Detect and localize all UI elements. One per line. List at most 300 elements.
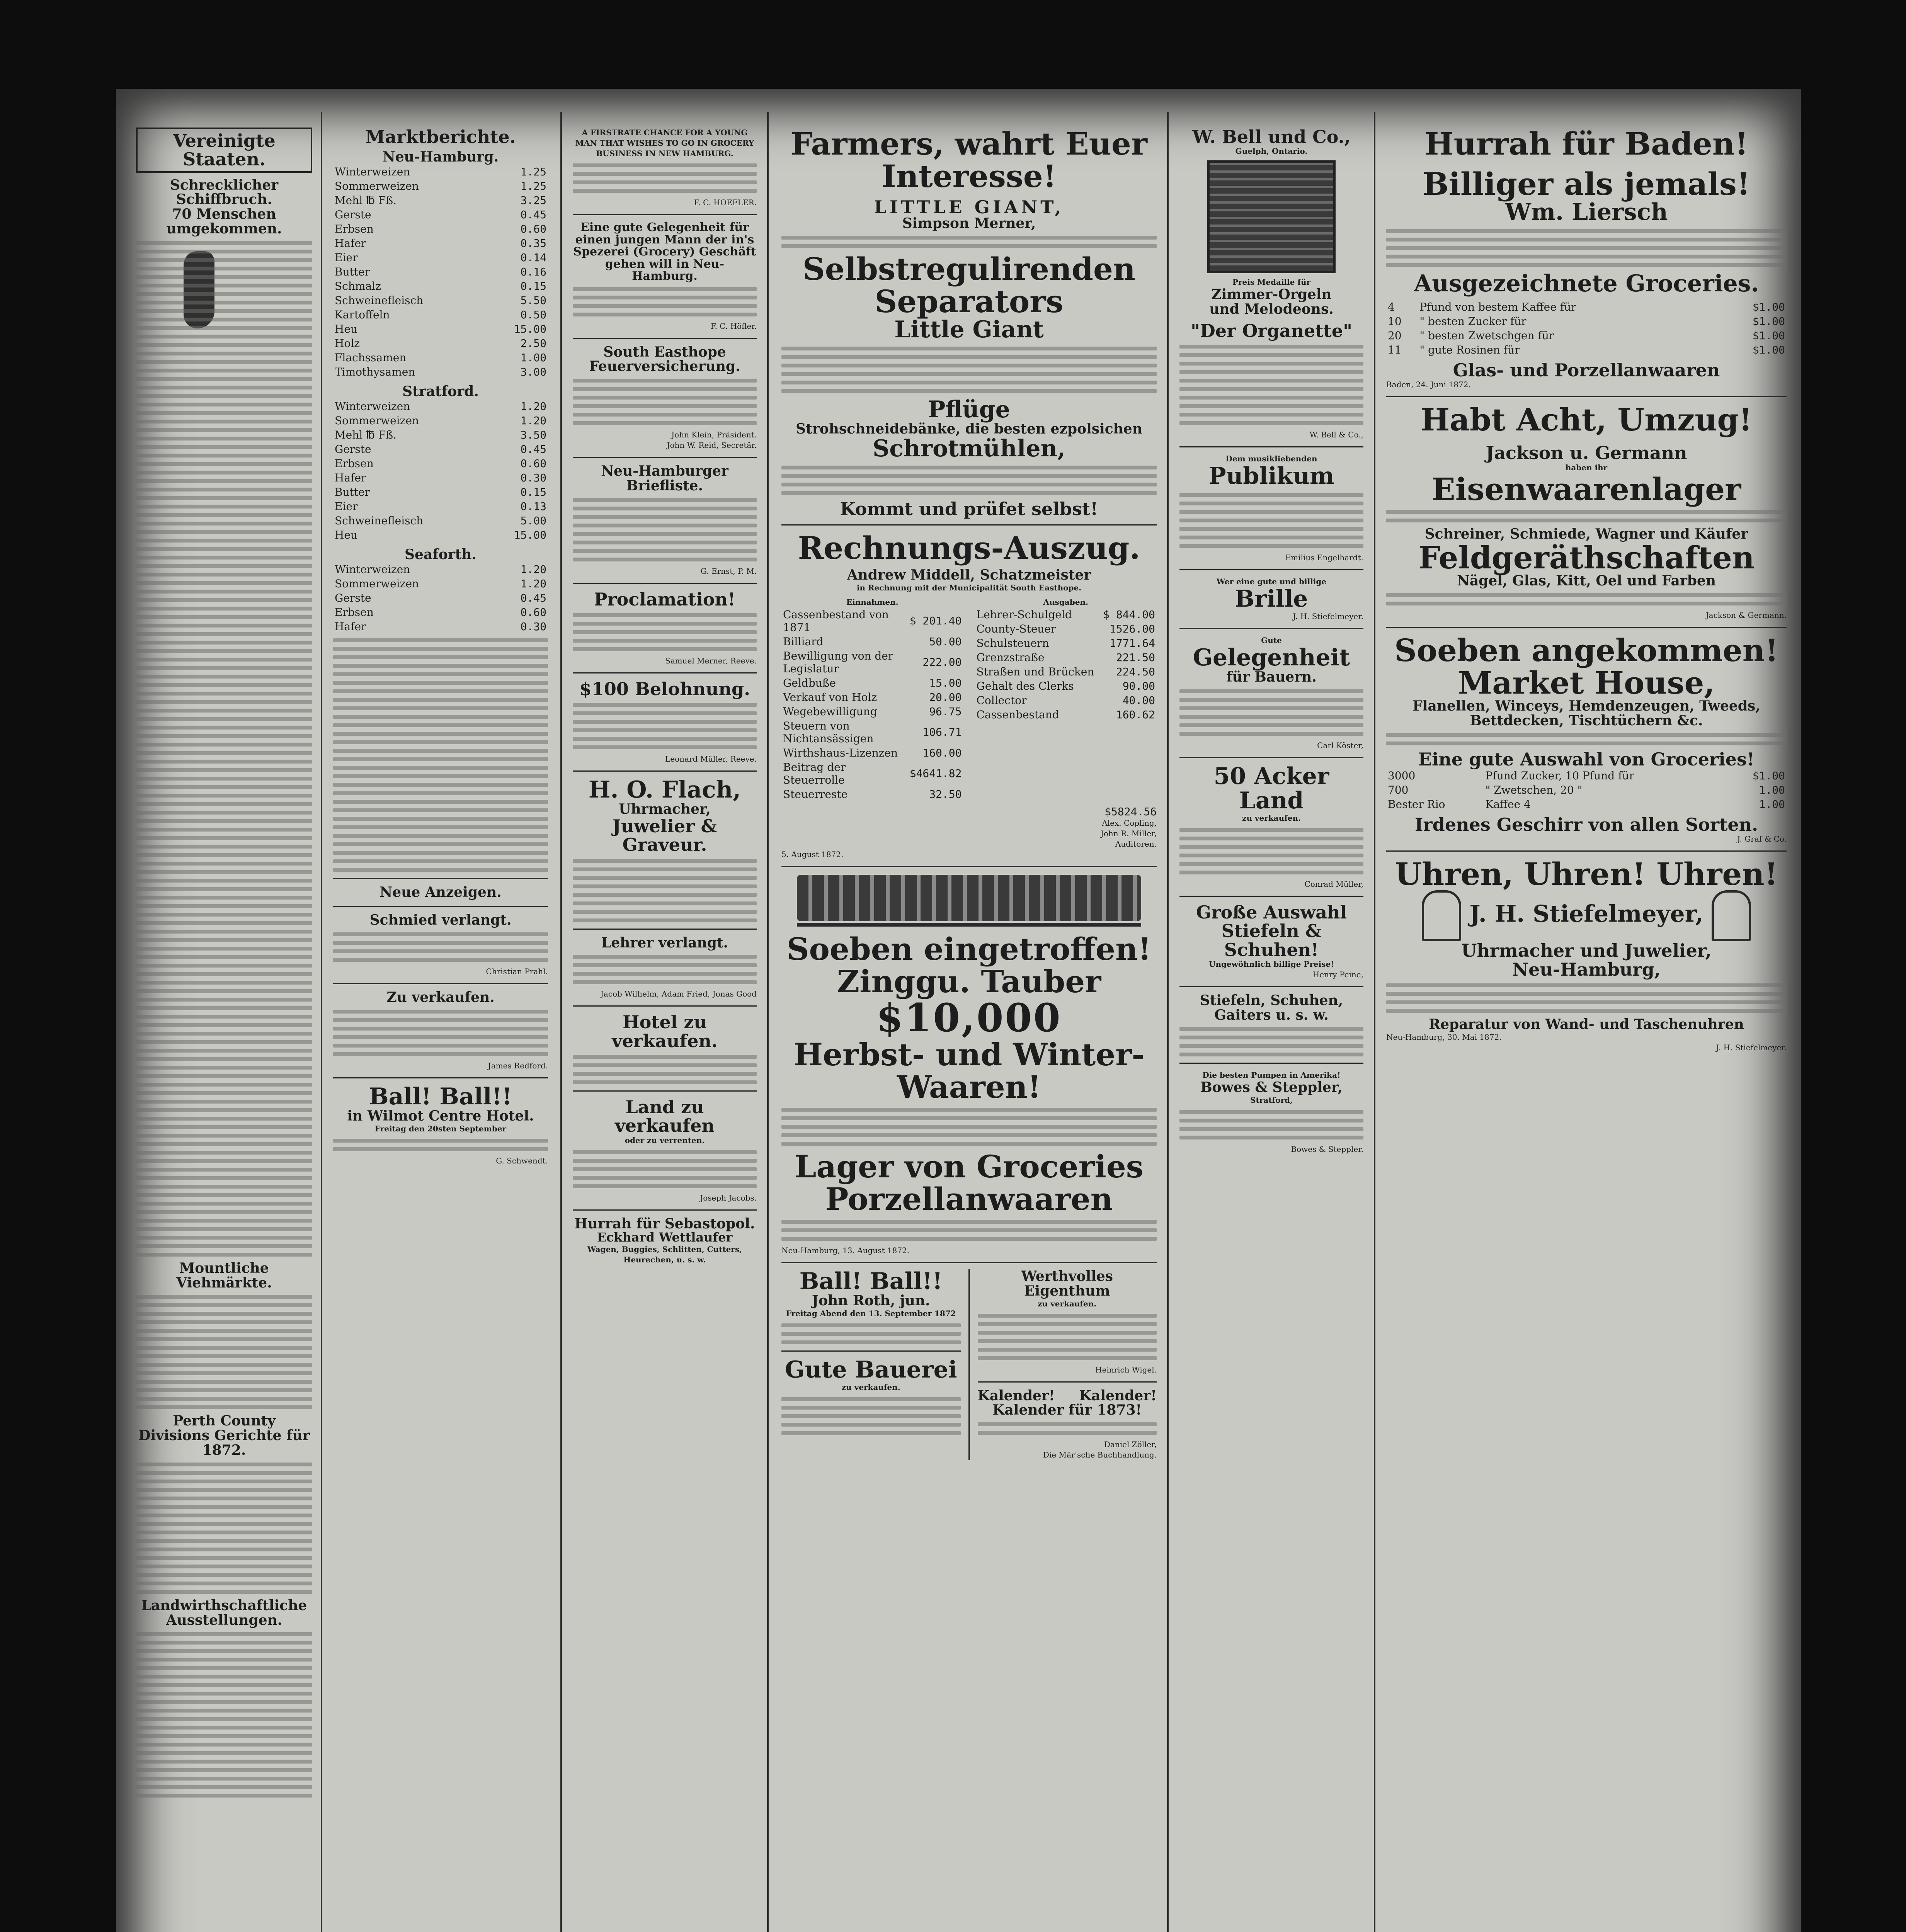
table-row [1386, 328, 1787, 343]
newspaper-page [116, 89, 1801, 1932]
table-row [333, 514, 548, 528]
ad-subtitle: Andrew Middell, Schatzmeister [847, 567, 1091, 583]
table-row [333, 591, 548, 605]
column-6 [1378, 120, 1795, 1932]
column-2 [325, 120, 556, 1932]
column-3 [564, 120, 765, 1932]
ad-subtitle: haben ihr [1565, 463, 1608, 472]
table-cell: 4 [1388, 301, 1395, 313]
ad-subtitle: Stratford, [1250, 1095, 1293, 1105]
table-cell: 40.00 [1122, 694, 1155, 707]
table-cell: Erbsen [335, 605, 374, 619]
table-cell: 0.14 [520, 251, 546, 264]
table-cell: 0.45 [520, 591, 546, 604]
table-cell: Lehrer-Schulgeld [976, 608, 1072, 621]
ad-subtitle: Eckhard Wettlaufer [597, 1230, 733, 1245]
table-cell: Sommerweizen [335, 577, 419, 590]
ad-signature: J. H. Stiefelmeyer. [1293, 612, 1363, 621]
table-cell: Hafer [335, 620, 366, 633]
table-cell: Pfund Zucker, 10 Pfund für [1485, 769, 1634, 782]
ad-date: Freitag den 20sten September [374, 1124, 507, 1133]
table-cell: " Zwetschen, 20 " [1485, 784, 1583, 797]
table-cell: Grenzstraße [976, 651, 1045, 664]
table-cell: 1.20 [520, 400, 546, 413]
ad-subtitle: Glas- und Porzellanwaaren [1453, 360, 1720, 381]
ad-title: Gute Bauerei [785, 1356, 957, 1383]
ad-subtitle: Uhrmacher und Juwelier, [1461, 940, 1712, 961]
table-row [333, 528, 548, 542]
table-cell: 20.00 [929, 690, 962, 704]
column-rule [1167, 112, 1169, 1932]
table-cell: Verkauf von Holz [783, 690, 877, 704]
table-row [781, 690, 963, 704]
ad-subtitle: J. H. Stiefelmeyer, [1469, 900, 1703, 928]
ad-subtitle: Zinggu. Tauber [837, 963, 1101, 1000]
ad-title: Ball! Ball!! [799, 1267, 943, 1295]
table-row [781, 607, 963, 634]
table-cell: Timothysamen [335, 366, 415, 379]
ad-title: Rechnungs-Auszug. [798, 530, 1140, 566]
table-cell: Erbsen [335, 223, 374, 236]
ad-title: Gute [1261, 636, 1282, 645]
ad-title: Werthvolles Eigenthum [1021, 1268, 1113, 1299]
ad-signature: John W. Reid, Secretär. [667, 440, 757, 450]
ad-signature: James Redford. [488, 1061, 548, 1071]
ad-title: Ball! Ball!! [369, 1083, 512, 1111]
ad-subtitle: Flanellen, Winceys, Hemdenzeugen, Tweeds, [1412, 698, 1760, 714]
table-row [333, 207, 548, 222]
table-cell: 96.75 [929, 705, 962, 718]
table-cell: 0.60 [520, 223, 546, 236]
ad-date: 5. August 1872. [781, 849, 844, 859]
table-row [975, 650, 1157, 665]
ad-subtitle: Uhrmacher, [619, 801, 711, 818]
table-cell: Winterweizen [335, 400, 410, 413]
ad-subtitle: in Rechnung mit der Municipalität South Easthope. [856, 583, 1082, 592]
ad-title: Habt Acht, Umzug! [1420, 401, 1753, 438]
price-table [1386, 769, 1787, 811]
ad-subtitle: Simpson Merner, [902, 215, 1036, 232]
table-row [781, 787, 963, 801]
ad-signature: John Klein, Präsident. [671, 430, 757, 440]
ad-title: Zu verkaufen. [386, 989, 495, 1006]
ad-subtitle: "Der Organette" [1190, 320, 1353, 341]
table-row [333, 279, 548, 293]
table-row [333, 293, 548, 308]
table-cell: 20 [1388, 329, 1402, 342]
table-row [333, 179, 548, 193]
market-city: Neu-Hamburg. [382, 149, 499, 165]
table-cell: Cassenbestand [976, 708, 1059, 721]
table-row [333, 456, 548, 471]
table-row [781, 704, 963, 719]
ad-title: Soeben angekommen! [1394, 632, 1778, 669]
table-cell: Flachssamen [335, 351, 407, 364]
table-cell: Wirthshaus-Lizenzen [783, 746, 898, 759]
table-cell: 11 [1388, 344, 1402, 356]
table-row [1386, 314, 1787, 328]
table-cell: Hafer [335, 237, 366, 250]
table-cell: $4641.82 [909, 767, 962, 780]
ad-signature: J. H. Stiefelmeyer. [1716, 1043, 1787, 1052]
section-title: Perth County Divisions Gerichte für 1872. [138, 1413, 310, 1458]
ad-date: Baden, 24. Juni 1872. [1386, 380, 1471, 389]
table-cell: $ 844.00 [1103, 608, 1155, 621]
table-cell: 1.20 [520, 577, 546, 590]
table-cell: Erbsen [335, 457, 374, 470]
table-cell: Winterweizen [335, 563, 410, 576]
table-cell: 3.00 [520, 366, 546, 379]
table-row [333, 236, 548, 250]
ad-subtitle: Bowes & Steppler, [1200, 1079, 1343, 1096]
table-row [333, 471, 548, 485]
ad-title: Soeben eingetroffen! [786, 930, 1152, 967]
table-row [975, 607, 1157, 622]
ad-signature: Daniel Zöller, [1104, 1440, 1157, 1449]
column-header: Ausgaben. [1043, 597, 1088, 607]
ad-signature: Alex. Copling, [1102, 818, 1157, 828]
column-rule [321, 112, 322, 1932]
ad-title: Neu-Hamburger Briefliste. [601, 463, 728, 494]
table-cell: 0.15 [520, 280, 546, 293]
ad-subtitle: Juwelier & Graveur. [612, 816, 717, 855]
ad-subtitle: Ungewöhnlich billige Preise! [1209, 959, 1334, 969]
ad-subtitle: Kommt und prüfet selbst! [840, 498, 1098, 519]
ad-title: H. O. Flach, [588, 776, 741, 804]
table-cell: 0.45 [520, 208, 546, 221]
table-row [333, 442, 548, 456]
table-cell: 3.50 [520, 428, 546, 441]
table-cell: 50.00 [929, 635, 962, 648]
table-cell: 106.71 [922, 726, 962, 739]
column-4 [773, 120, 1165, 1932]
ad-title: Wer eine gute und billige [1216, 577, 1327, 587]
ad-subtitle: Feldgeräthschaften [1418, 539, 1755, 576]
table-cell: 1.20 [520, 414, 546, 427]
table-cell: Schulsteuern [976, 636, 1049, 650]
ad-date: Neu-Hamburg, 30. Mai 1872. [1386, 1032, 1502, 1042]
table-cell: $ 201.40 [909, 614, 962, 628]
table-cell: Eier [335, 500, 358, 513]
table-cell: Steuern von Nichtansässigen [783, 719, 874, 745]
ad-subtitle: Herbst- und Winter-Waaren! [793, 1036, 1145, 1105]
ad-title: A FIRSTRATE CHANCE FOR A YOUNG MAN THAT WISHES TO GO IN GROCERY BUSINESS IN NEW HAMBURG. [575, 128, 754, 158]
ad-signature: Joseph Jacobs. [700, 1193, 757, 1202]
ad-subtitle: Zimmer-Orgeln [1211, 286, 1332, 303]
ad-signature: Auditoren. [1115, 839, 1157, 849]
ad-title: Schmied verlangt. [369, 912, 512, 929]
table-cell: Pfund von bestem Kaffee für [1419, 301, 1576, 313]
ad-subtitle: Porzellanwaaren [825, 1180, 1113, 1217]
ad-title: Eine gute Gelegenheit für einen jungen Mann der in's Spezerei (Grocery) Geschäft gehen will in Neu-Hamburg. [573, 221, 756, 283]
ad-subtitle: Brille [1235, 585, 1308, 613]
table-cell: 90.00 [1122, 679, 1155, 692]
table-cell: Straßen und Brücken [976, 665, 1094, 678]
locomotive-illustration [797, 875, 1141, 921]
table-row [975, 636, 1157, 650]
table-cell: Gerste [335, 591, 371, 604]
table-row [781, 760, 963, 787]
table-row [333, 399, 548, 413]
table-row [333, 413, 548, 428]
table-row [333, 250, 548, 265]
ad-subtitle: Schrotmühlen, [872, 435, 1066, 462]
table-row [333, 619, 548, 634]
table-row [333, 322, 548, 336]
ad-amount: $10,000 [876, 995, 1062, 1041]
table-cell: Gerste [335, 442, 371, 456]
table-cell: Schmalz [335, 280, 381, 293]
ad-signature: G. Schwendt. [496, 1156, 548, 1165]
ad-subtitle: Irdenes Geschirr von allen Sorten. [1414, 814, 1758, 835]
ad-subtitle: Bettdecken, Tischtüchern &c. [1470, 712, 1703, 729]
column-header: Einnahmen. [846, 597, 899, 607]
table-cell: " gute Rosinen für [1419, 344, 1520, 356]
ad-subtitle: Reparatur von Wand- und Taschenuhren [1429, 1016, 1744, 1032]
ad-items: Wagen, Buggies, Schlitten, Cutters, Heurechen, u. s. w. [587, 1245, 742, 1265]
table-cell: Heu [335, 528, 358, 541]
table-cell: " besten Zucker für [1419, 315, 1527, 328]
table-cell: $1.00 [1752, 769, 1785, 782]
table-cell: Bester Rio [1388, 798, 1445, 811]
ad-title: Große Auswahl [1196, 901, 1347, 923]
table-row [781, 634, 963, 649]
table-cell: 0.15 [520, 485, 546, 498]
column-rule [1374, 112, 1375, 1932]
ad-signature: F. C. Höfler. [710, 321, 757, 331]
column-rule [767, 112, 769, 1932]
table-row [781, 676, 963, 690]
ad-signature: Carl Köster, [1317, 740, 1363, 750]
table-row [781, 649, 963, 676]
ad-signature: Jackson & Germann. [1705, 611, 1787, 620]
table-row [975, 679, 1157, 693]
ad-subtitle: und Melodeons. [1209, 301, 1334, 318]
table-cell: Heu [335, 323, 358, 336]
table-cell: Mehl ℔ Fß. [335, 428, 397, 441]
table-cell: 0.35 [520, 237, 546, 250]
table-row [781, 746, 963, 760]
table-cell: 5.50 [520, 294, 546, 307]
table-cell: 160.62 [1116, 708, 1155, 721]
table-cell: Hafer [335, 471, 366, 484]
ad-signature: W. Bell & Co., [1309, 430, 1363, 440]
section-title: Landwirthschaftliche Ausstellungen. [141, 1597, 307, 1628]
ad-title: Hurrah für Sebastopol. [574, 1215, 755, 1232]
ad-title: Die besten Pumpen in Amerika! [1202, 1070, 1341, 1080]
ad-subtitle: zu verkaufen. [1242, 813, 1301, 823]
table-cell: Mehl ℔ Fß. [335, 194, 397, 207]
table-cell: 1.00 [1759, 784, 1785, 797]
ad-signature: Heinrich Wigel. [1095, 1365, 1157, 1374]
ad-title: W. Bell und Co., [1192, 126, 1351, 147]
market-city: Seaforth. [404, 546, 477, 563]
ad-title: Proclamation! [594, 588, 736, 610]
ad-subtitle: Market House, [1458, 665, 1715, 701]
market-table [333, 562, 548, 634]
ad-subtitle: Eine gute Auswahl von Groceries! [1418, 748, 1755, 770]
ad-title: $100 Belohnung. [579, 678, 750, 699]
ad-title: Uhren, Uhren! Uhren! [1395, 856, 1778, 893]
clock-icon [1712, 890, 1751, 941]
table-cell: Steuerreste [783, 787, 848, 801]
ad-subtitle: Nägel, Glas, Kitt, Oel und Farben [1457, 573, 1716, 589]
table-cell: Eier [335, 251, 358, 264]
ad-signature: Bowes & Steppler. [1291, 1145, 1363, 1154]
table-cell: Collector [976, 694, 1027, 707]
ad-signature: Christian Prahl. [486, 967, 548, 976]
table-cell: Sommerweizen [335, 180, 419, 193]
table-row [333, 577, 548, 591]
ad-subtitle: Neu-Hamburg, [1512, 959, 1661, 980]
ad-subtitle: John Roth, jun. [812, 1292, 930, 1309]
ad-subtitle: Preis Medaille für [1232, 277, 1311, 287]
table-row [1386, 343, 1787, 357]
table-row [333, 193, 548, 207]
table-cell: Sommerweizen [335, 414, 419, 427]
ad-signature: Henry Peine, [1312, 969, 1363, 979]
ad-subtitle: Ausgezeichnete Groceries. [1414, 270, 1759, 297]
column-rule [560, 112, 562, 1932]
ad-subtitle: Wm. Liersch [1505, 199, 1668, 226]
table-row [1386, 769, 1787, 783]
table-cell: Bewilligung von der Legislatur [783, 649, 893, 675]
section-heading: Marktberichte. [365, 126, 516, 147]
table-row [1386, 300, 1787, 314]
table-cell: 221.50 [1116, 651, 1155, 664]
table-cell: Kaffee 4 [1485, 798, 1531, 811]
table-cell: 15.00 [514, 528, 546, 541]
table-cell: 0.50 [520, 308, 546, 321]
table-row [333, 499, 548, 514]
table-cell: 1.00 [1759, 798, 1785, 811]
table-cell: 0.30 [520, 471, 546, 484]
table-cell: Butter [335, 265, 370, 279]
table-row [1386, 783, 1787, 797]
article-title: Schrecklicher Schiffbruch. [170, 177, 279, 208]
table-cell: 1771.64 [1109, 636, 1155, 650]
table-cell: 32.50 [929, 787, 962, 801]
table-cell: 3.25 [520, 194, 546, 207]
ad-title: Selbstregulirenden Separators [802, 251, 1136, 320]
table-row [333, 485, 548, 499]
ad-signature: Leonard Müller, Reeve. [665, 754, 757, 764]
ad-title: Hurrah für Baden! [1424, 126, 1749, 162]
market-city: Stratford. [402, 383, 479, 400]
section-heading: Neue Anzeigen. [379, 884, 502, 900]
table-cell: 0.16 [520, 265, 546, 279]
table-cell: Holz [335, 337, 360, 350]
ad-title: Lehrer verlangt. [601, 934, 728, 951]
table-cell: 0.60 [520, 457, 546, 470]
ad-subtitle: Jackson u. Germann [1486, 442, 1687, 464]
ad-subtitle: zu verkaufen. [841, 1382, 900, 1392]
ad-subtitle: oder zu verrenten. [625, 1135, 705, 1145]
article-body [136, 241, 312, 1257]
table-cell: 1.20 [520, 563, 546, 576]
table-row [333, 350, 548, 365]
table-row [975, 707, 1157, 722]
ad-title: Kalender! [977, 1387, 1055, 1404]
section-heading: Vereinigte Staaten. [136, 128, 312, 173]
table-row [333, 336, 548, 350]
ad-title: Land zu verkaufen [615, 1097, 715, 1136]
market-table [333, 165, 548, 379]
table-row [333, 365, 548, 379]
ad-subtitle: Publikum [1208, 463, 1334, 490]
table-cell: 1.25 [520, 165, 546, 179]
column-1 [128, 120, 321, 1932]
ad-subtitle: Gaiters u. s. w. [1214, 1007, 1329, 1023]
ad-signature: F. C. HOEFLER. [694, 198, 757, 207]
article-subtitle: 70 Menschen umgekommen. [166, 206, 282, 237]
ad-signature: Die Mär'sche Buchhandlung. [1043, 1450, 1157, 1460]
table-cell: Geldbuße [783, 676, 836, 689]
ad-signature: Jacob Wilhelm, Adam Fried, Jonas Good [600, 989, 757, 999]
table-cell: Gerste [335, 208, 371, 221]
table-cell: Butter [335, 485, 370, 498]
table-cell: 0.30 [520, 620, 546, 633]
table-cell: Cassenbestand von 1871 [783, 608, 889, 634]
ad-subtitle: in Wilmot Centre Hotel. [347, 1108, 534, 1124]
table-cell: $1.00 [1752, 329, 1785, 342]
ad-subtitle: Schreiner, Schmiede, Wagner und Käufer [1424, 526, 1748, 542]
table-cell: Gehalt des Clerks [976, 679, 1074, 692]
ad-signature: Conrad Müller, [1304, 879, 1363, 889]
ad-title: Dem musikliebenden [1225, 454, 1317, 464]
table-row [333, 165, 548, 179]
ad-subtitle: für Bauern. [1226, 669, 1317, 685]
ad-signature: John R. Miller, [1100, 828, 1157, 838]
table-cell: County-Steuer [976, 622, 1056, 635]
table-cell: $1.00 [1752, 315, 1785, 328]
ad-date: Neu-Hamburg, 13. August 1872. [781, 1245, 910, 1255]
table-cell: 224.50 [1116, 665, 1155, 678]
table-row [333, 428, 548, 442]
ad-title: South Easthope Feuerversicherung. [589, 344, 740, 375]
ad-title: Kalender! [1079, 1387, 1157, 1404]
table-cell: 15.00 [514, 323, 546, 336]
column-5 [1171, 120, 1372, 1932]
ad-subtitle: LITTLE GIANT, [874, 197, 1064, 218]
ad-signature: Emilius Engelhardt. [1285, 553, 1363, 563]
ad-subtitle: Billiger als jemals! [1422, 166, 1750, 202]
table-cell: 0.60 [520, 605, 546, 619]
table-cell: 15.00 [929, 676, 962, 689]
market-table [333, 399, 548, 542]
table-cell: 10 [1388, 315, 1402, 328]
ad-subtitle: Guelph, Ontario. [1235, 146, 1308, 156]
table-row [333, 222, 548, 236]
table-row [333, 605, 548, 619]
table-row [333, 562, 548, 577]
ad-signature: Samuel Merner, Reeve. [665, 656, 757, 665]
ad-subtitle: Eisenwaarenlager [1431, 471, 1741, 507]
ad-subtitle: Kalender für 1873! [992, 1402, 1142, 1418]
ad-subtitle: Strohschneidebänke, die besten ezpolsichen [796, 421, 1142, 437]
table-cell: 5.00 [520, 514, 546, 527]
table-cell: Schweinefleisch [335, 514, 424, 527]
ad-subtitle: zu verkaufen. [1038, 1299, 1097, 1308]
ad-date: Freitag Abend den 13. September 1872 [786, 1308, 956, 1318]
ad-signature: G. Ernst, P. M. [701, 566, 757, 576]
ad-subtitle: Gelegenheit [1193, 644, 1350, 672]
table-cell: 3000 [1388, 769, 1416, 782]
table-cell: Billiard [783, 635, 824, 648]
table-row [975, 693, 1157, 707]
table-row [781, 719, 963, 746]
table-cell: 1.25 [520, 180, 546, 193]
